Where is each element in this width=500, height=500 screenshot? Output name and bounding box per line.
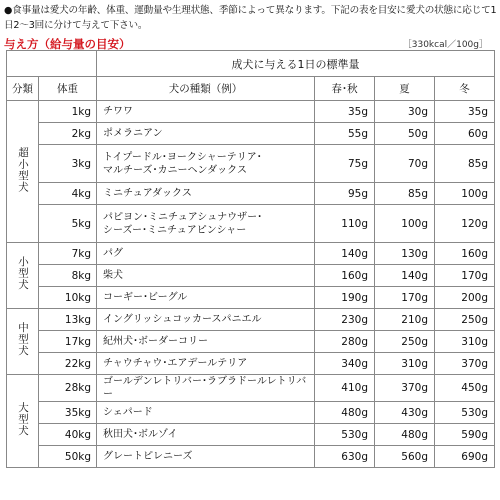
weight-cell: 4kg — [39, 183, 97, 205]
header-weight: 体重 — [39, 77, 97, 101]
table-row — [7, 183, 495, 205]
table-row — [7, 287, 495, 309]
table-row — [7, 424, 495, 446]
feeding-table — [6, 50, 495, 468]
table-row — [7, 265, 495, 287]
summer-cell: 130g — [375, 243, 435, 265]
weight-cell: 1kg — [39, 101, 97, 123]
winter-cell: 590g — [435, 424, 495, 446]
summer-cell: 310g — [375, 353, 435, 375]
winter-cell: 250g — [435, 309, 495, 331]
category-label: 中型犬 — [17, 322, 29, 357]
spring-autumn-cell: 280g — [315, 331, 375, 353]
winter-cell: 120g — [435, 205, 495, 243]
breed-cell: トイプードル･ヨークシャーテリア･ マルチーズ･カニーヘンダックス — [97, 145, 315, 183]
breed-cell: コーギー･ビーグル — [97, 287, 315, 309]
header-breed: 犬の種類（例） — [97, 77, 315, 101]
summer-cell: 560g — [375, 446, 435, 468]
summer-cell: 480g — [375, 424, 435, 446]
weight-cell: 2kg — [39, 123, 97, 145]
spring-autumn-cell: 410g — [315, 375, 375, 402]
header-summer: 夏 — [375, 77, 435, 101]
breed-cell: チャウチャウ･エアデールテリア — [97, 353, 315, 375]
weight-cell: 5kg — [39, 205, 97, 243]
winter-cell: 370g — [435, 353, 495, 375]
spring-autumn-cell: 110g — [315, 205, 375, 243]
summer-cell: 30g — [375, 101, 435, 123]
summer-cell: 210g — [375, 309, 435, 331]
breed-cell: 紀州犬･ボーダーコリー — [97, 331, 315, 353]
breed-cell: シェパード — [97, 402, 315, 424]
winter-cell: 450g — [435, 375, 495, 402]
weight-cell: 13kg — [39, 309, 97, 331]
spring-autumn-cell: 55g — [315, 123, 375, 145]
spring-autumn-cell: 230g — [315, 309, 375, 331]
summer-cell: 50g — [375, 123, 435, 145]
summer-cell: 430g — [375, 402, 435, 424]
table-row — [7, 402, 495, 424]
breed-cell: 柴犬 — [97, 265, 315, 287]
table-row — [7, 101, 495, 123]
winter-cell: 85g — [435, 145, 495, 183]
spring-autumn-cell: 75g — [315, 145, 375, 183]
header-category: 分類 — [7, 77, 39, 101]
weight-cell: 3kg — [39, 145, 97, 183]
breed-cell: 秋田犬･ボルゾイ — [97, 424, 315, 446]
summer-cell: 170g — [375, 287, 435, 309]
weight-cell: 28kg — [39, 375, 97, 402]
winter-cell: 160g — [435, 243, 495, 265]
winter-cell: 170g — [435, 265, 495, 287]
category-cell — [7, 375, 39, 468]
header-winter: 冬 — [435, 77, 495, 101]
table-row — [7, 205, 495, 243]
table-row — [7, 331, 495, 353]
summer-cell: 140g — [375, 265, 435, 287]
section-heading: 与え方（給与量の目安） — [4, 37, 131, 51]
category-cell — [7, 309, 39, 375]
breed-cell: ポメラニアン — [97, 123, 315, 145]
weight-cell: 22kg — [39, 353, 97, 375]
weight-cell: 35kg — [39, 402, 97, 424]
summer-cell: 100g — [375, 205, 435, 243]
header-spring-autumn: 春･秋 — [315, 77, 375, 101]
breed-cell: グレートピレニーズ — [97, 446, 315, 468]
category-cell — [7, 243, 39, 309]
table-body — [7, 101, 495, 468]
spring-autumn-cell: 160g — [315, 265, 375, 287]
weight-cell: 8kg — [39, 265, 97, 287]
category-cell — [7, 101, 39, 243]
winter-cell: 100g — [435, 183, 495, 205]
breed-cell: ミニチュアダックス — [97, 183, 315, 205]
feeding-note: ●食事量は愛犬の年齢、体重、運動量や生理状態、季節によって異なります。下記の表を目安に愛犬の状態に応じて1日2〜3回に分けて与えて下さい。 — [4, 5, 497, 31]
winter-cell: 60g — [435, 123, 495, 145]
breed-cell: パピヨン･ミニチュアシュナウザー･ シーズー･ミニチュアピンシャー — [97, 205, 315, 243]
table-row — [7, 309, 495, 331]
winter-cell: 690g — [435, 446, 495, 468]
category-label: 小型犬 — [17, 256, 29, 291]
weight-cell: 7kg — [39, 243, 97, 265]
winter-cell: 35g — [435, 101, 495, 123]
breed-cell: チワワ — [97, 101, 315, 123]
winter-cell: 530g — [435, 402, 495, 424]
spring-autumn-cell: 190g — [315, 287, 375, 309]
spring-autumn-cell: 630g — [315, 446, 375, 468]
table-row — [7, 446, 495, 468]
breed-cell: イングリッシュコッカースパニエル — [97, 309, 315, 331]
spring-autumn-cell: 35g — [315, 101, 375, 123]
spring-autumn-cell: 95g — [315, 183, 375, 205]
weight-cell: 10kg — [39, 287, 97, 309]
breed-cell: ゴールデンレトリバー･ラブラドールレトリバー — [97, 375, 315, 402]
summer-cell: 70g — [375, 145, 435, 183]
weight-cell: 40kg — [39, 424, 97, 446]
summer-cell: 250g — [375, 331, 435, 353]
table-corner — [7, 51, 97, 77]
table-row — [7, 123, 495, 145]
winter-cell: 310g — [435, 331, 495, 353]
weight-cell: 50kg — [39, 446, 97, 468]
category-label: 大型犬 — [17, 401, 29, 437]
summer-cell: 85g — [375, 183, 435, 205]
breed-cell: パグ — [97, 243, 315, 265]
spring-autumn-cell: 340g — [315, 353, 375, 375]
weight-cell: 17kg — [39, 331, 97, 353]
spring-autumn-cell: 480g — [315, 402, 375, 424]
spring-autumn-cell: 140g — [315, 243, 375, 265]
table-row — [7, 243, 495, 265]
table-row — [7, 353, 495, 375]
table-row — [7, 145, 495, 183]
winter-cell: 200g — [435, 287, 495, 309]
table-row — [7, 375, 495, 402]
category-label: 超小型犬 — [17, 146, 29, 193]
calorie-unit: ［330kcal／100g］ — [402, 40, 488, 50]
summer-cell: 370g — [375, 375, 435, 402]
table-title: 成犬に与える1日の標準量 — [97, 51, 495, 77]
spring-autumn-cell: 530g — [315, 424, 375, 446]
